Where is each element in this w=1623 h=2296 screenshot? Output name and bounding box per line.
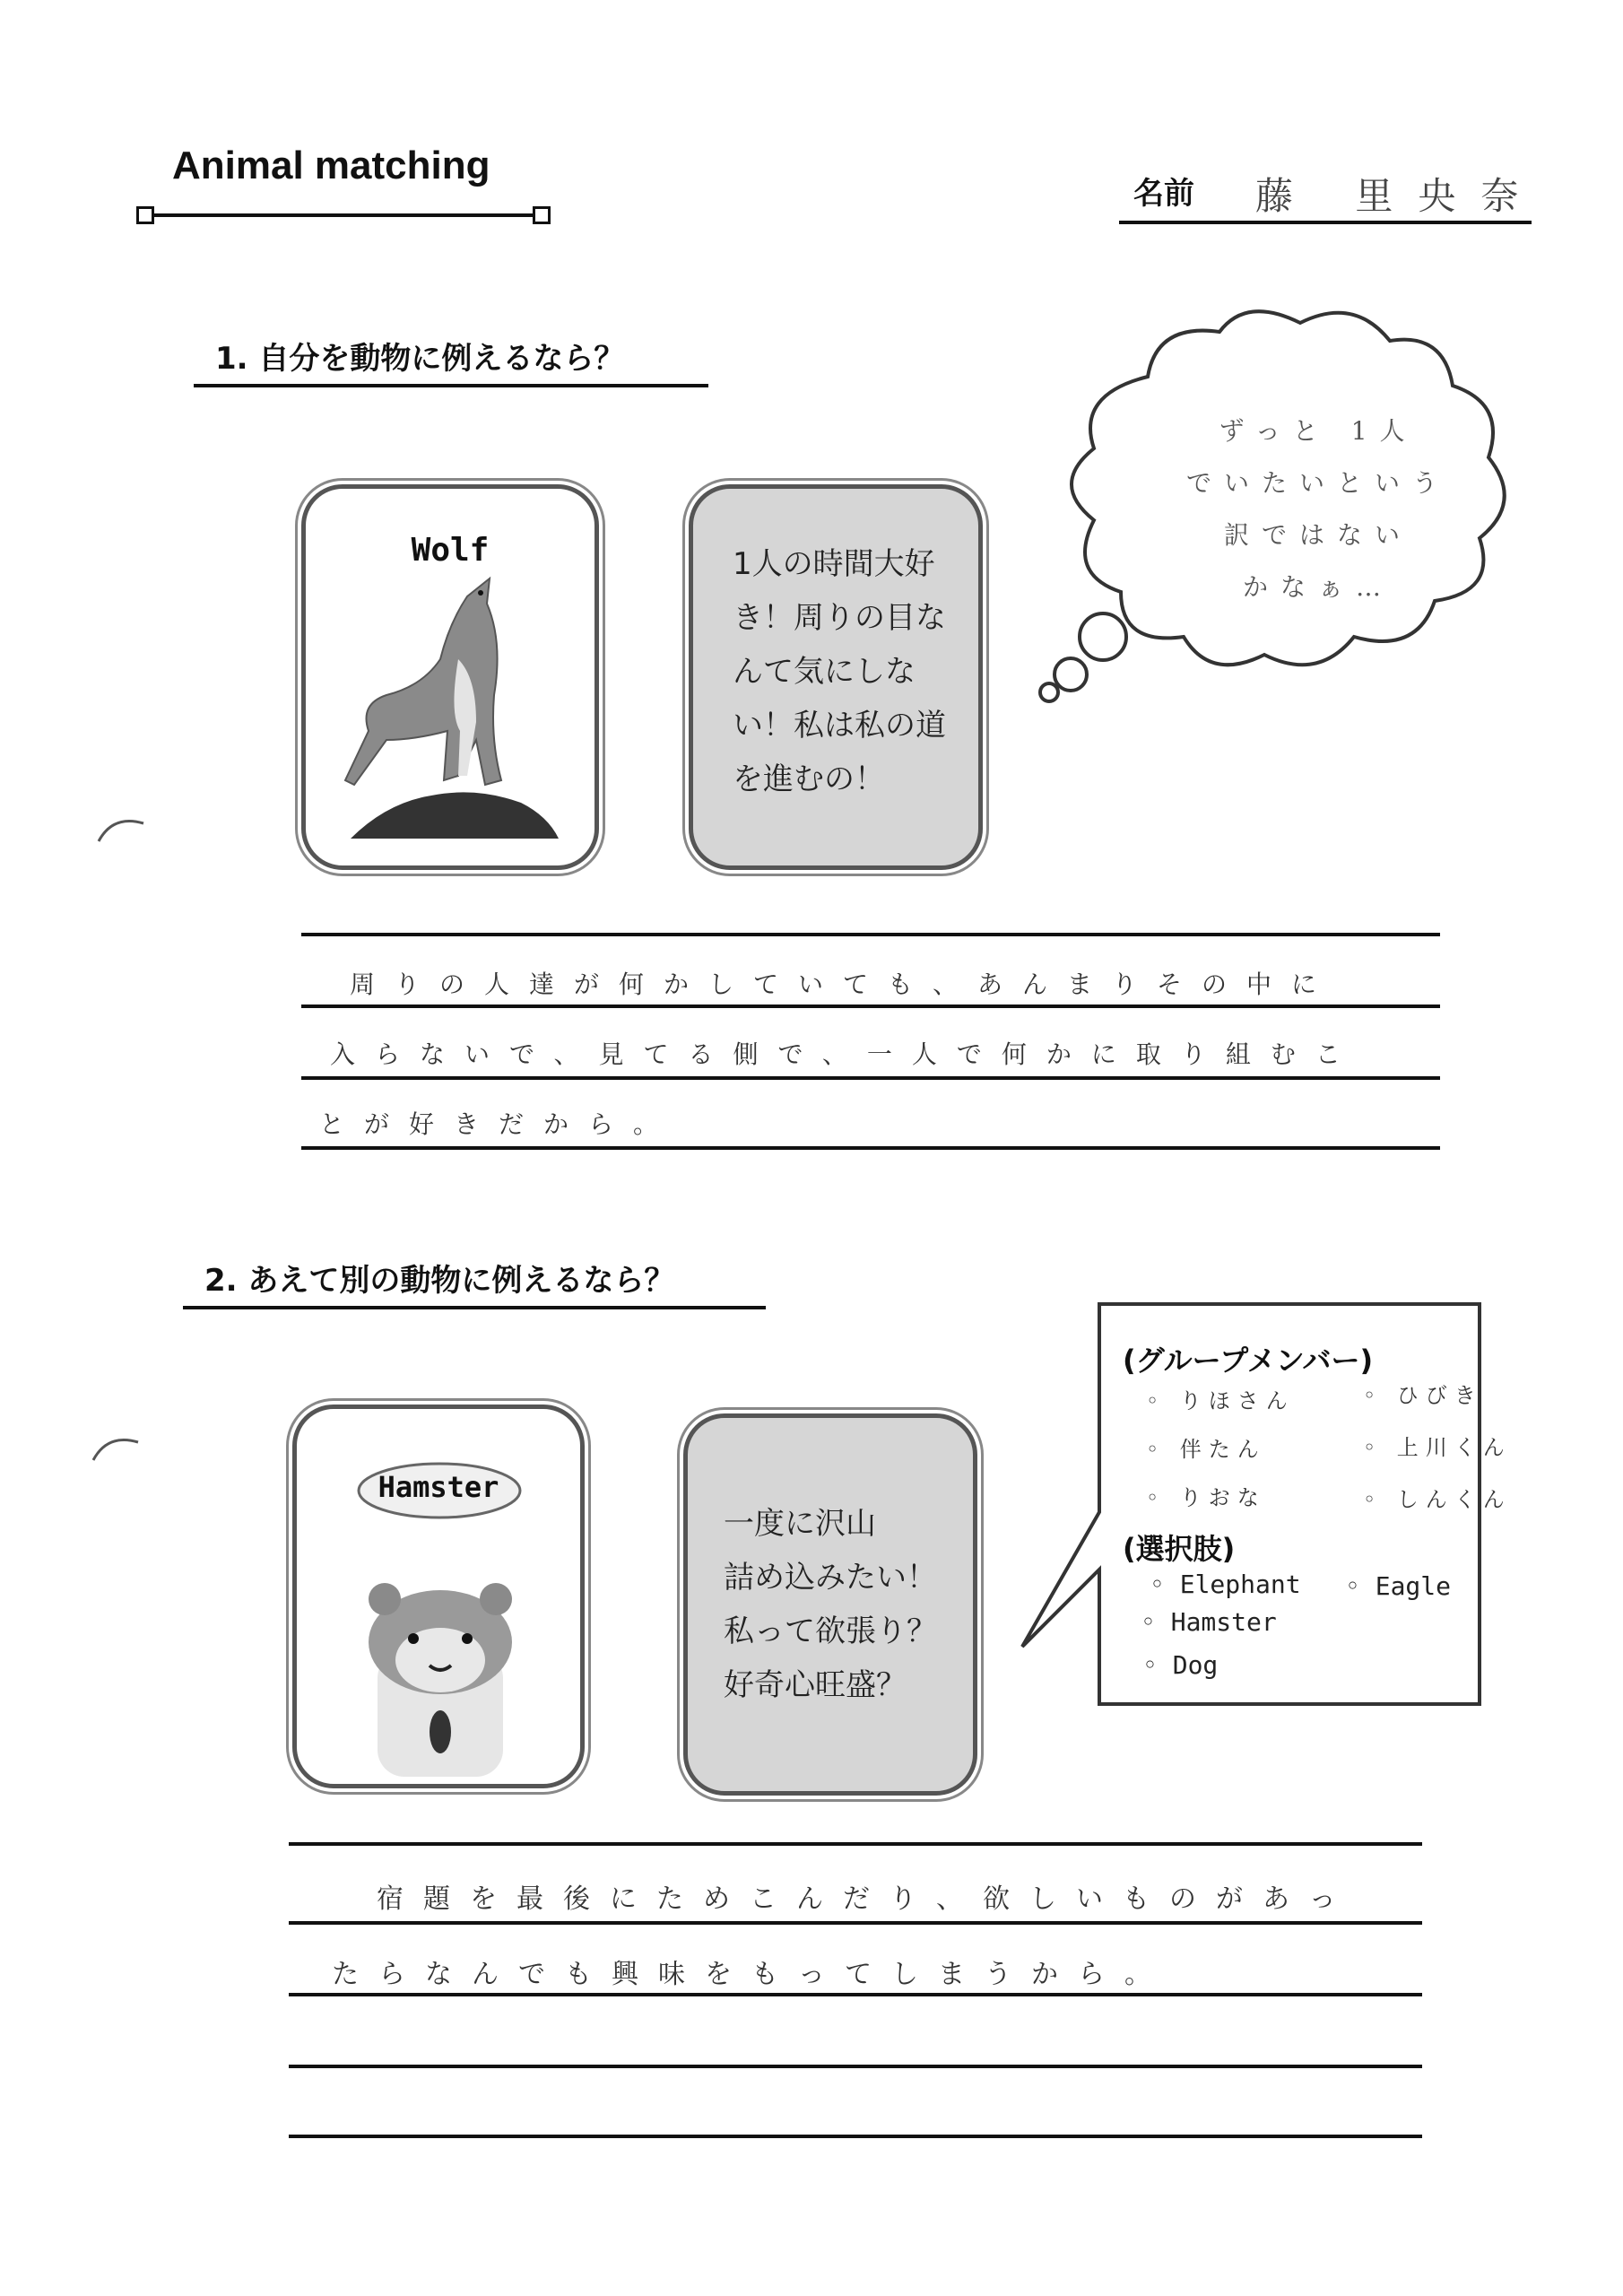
- member-item: ◦ 上川くん: [1363, 1435, 1512, 1460]
- choice-label: Eagle: [1375, 1571, 1452, 1601]
- name-underline: [1119, 221, 1532, 224]
- member-item: ◦ 伴たん: [1146, 1437, 1266, 1462]
- writing-rule: [301, 1076, 1440, 1080]
- wolf-description-line: 1人の時間大好: [733, 546, 935, 582]
- answer-1-line: 周りの人達が何かしていても、あんまりその中に: [350, 970, 1337, 999]
- thought-line: 訳ではない: [1223, 520, 1412, 550]
- question-1-underline: [194, 384, 708, 387]
- member-name: りおな: [1179, 1485, 1266, 1510]
- wolf-description: [733, 537, 957, 806]
- member-name: しんくん: [1396, 1487, 1512, 1512]
- wolf-icon: [333, 561, 568, 848]
- thought-text: [1148, 405, 1488, 613]
- hamster-description-line: 好奇心旺盛？: [724, 1667, 907, 1703]
- choice-item: ◦ Eagle: [1345, 1571, 1452, 1601]
- hamster-description-line: 私って欲張り？: [724, 1613, 937, 1649]
- wolf-description-line: き！周りの目な: [733, 600, 946, 636]
- question-2-underline: [183, 1306, 766, 1309]
- hamster-description: [724, 1497, 957, 1712]
- choice-label: Dog: [1172, 1650, 1219, 1680]
- writing-rule: [289, 2135, 1422, 2138]
- writing-rule: [301, 933, 1440, 936]
- choice-item: ◦ Hamster: [1141, 1607, 1277, 1637]
- name-label: 名前: [1133, 176, 1194, 212]
- punch-hole-mark: [90, 1430, 143, 1465]
- member-item: ◦ ひびき: [1363, 1383, 1483, 1408]
- group-members-heading: (グループメンバー): [1123, 1344, 1374, 1378]
- choices-heading: (選択肢): [1123, 1532, 1236, 1566]
- writing-rule: [289, 2065, 1422, 2068]
- member-name: 伴たん: [1179, 1437, 1266, 1462]
- answer-1-line: 入らないで、見てる側で、一人で何かに取り組むこ: [330, 1039, 1360, 1069]
- name-value: 藤 里央奈: [1255, 174, 1544, 218]
- wolf-card: [301, 484, 599, 870]
- thought-line: ずっと 1人: [1219, 416, 1418, 446]
- choice-item: ◦ Elephant: [1150, 1570, 1301, 1599]
- hamster-card: [292, 1405, 585, 1788]
- member-item: ◦ りおな: [1146, 1485, 1266, 1510]
- member-name: 上川くん: [1396, 1435, 1512, 1460]
- wolf-description-line: んて気にしな: [733, 654, 916, 690]
- hamster-description-line: 詰め込みたい！: [724, 1560, 937, 1596]
- hamster-description-line: 一度に沢山: [724, 1506, 876, 1542]
- writing-rule: [301, 1004, 1440, 1008]
- member-name: ひびき: [1396, 1383, 1483, 1408]
- wolf-description-line: い！私は私の道: [733, 708, 946, 744]
- question-1: 1. 自分を動物に例えるなら？: [215, 341, 625, 377]
- writing-rule: [289, 1842, 1422, 1846]
- hamster-description-card: [683, 1413, 977, 1796]
- thought-line: かなぁ…: [1242, 572, 1393, 602]
- member-item: ◦ しんくん: [1363, 1487, 1512, 1512]
- answer-1-line: とが好きだから。: [319, 1109, 679, 1139]
- title-underline: [142, 213, 545, 217]
- worksheet-title: Animal matching: [172, 144, 490, 187]
- answer-2-line: たらなんでも興味をもってしまうから。: [332, 1959, 1171, 1990]
- writing-rule: [289, 1993, 1422, 1996]
- choice-item: ◦ Dog: [1142, 1650, 1219, 1680]
- member-item: ◦ りほさん: [1146, 1388, 1295, 1413]
- writing-rule: [289, 1921, 1422, 1925]
- question-2: 2. あえて別の動物に例えるなら？: [204, 1263, 675, 1299]
- choice-label: Elephant: [1179, 1570, 1301, 1599]
- wolf-description-line: を進むの！: [733, 761, 885, 797]
- choice-label: Hamster: [1170, 1607, 1277, 1637]
- answer-2-line: 宿題を最後にためこんだり、欲しいものがあっ: [377, 1883, 1356, 1915]
- hamster-icon: [360, 1579, 521, 1777]
- member-name: りほさん: [1179, 1388, 1295, 1413]
- wolf-description-card: [689, 484, 983, 870]
- thought-line: でいたいという: [1185, 468, 1450, 498]
- punch-hole-mark: [95, 811, 149, 847]
- writing-rule: [301, 1146, 1440, 1150]
- hamster-card-title: Hamster: [378, 1470, 499, 1504]
- wolf-card-title: Wolf: [411, 532, 490, 569]
